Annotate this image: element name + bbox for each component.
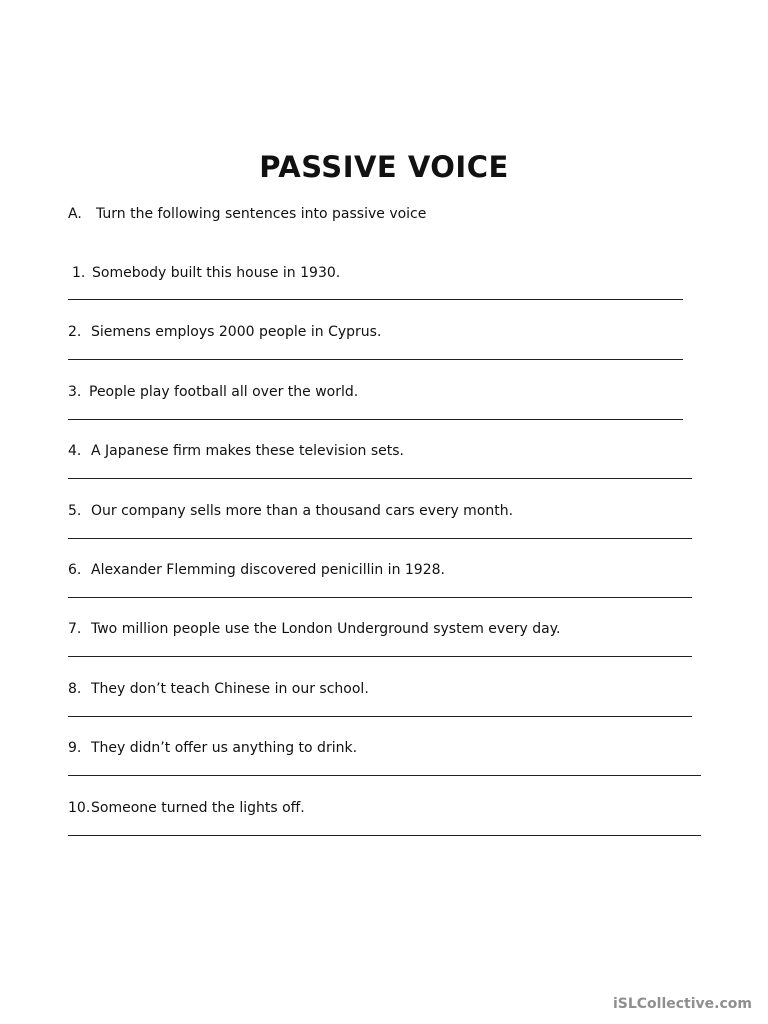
question-number: 4.	[68, 443, 82, 459]
question-text: Alexander Flemming discovered penicillin in 1928.	[91, 562, 445, 578]
question-number: 3.	[68, 384, 82, 400]
question-1	[72, 265, 340, 281]
question-9	[68, 740, 357, 756]
answer-line-4[interactable]	[68, 478, 692, 479]
question-4	[68, 443, 404, 459]
question-number: 2.	[68, 324, 82, 340]
question-text: Someone turned the lights off.	[91, 800, 305, 816]
question-number: 10.	[68, 800, 91, 816]
question-10	[68, 800, 305, 816]
section-marker: A.	[68, 206, 82, 222]
question-text: People play football all over the world.	[89, 384, 359, 400]
question-5	[68, 503, 513, 519]
answer-line-3[interactable]	[68, 419, 683, 420]
question-text: A Japanese firm makes these television sets.	[91, 443, 404, 459]
answer-line-6[interactable]	[68, 597, 692, 598]
answer-line-9[interactable]	[68, 775, 701, 776]
question-7	[68, 621, 561, 637]
answer-line-8[interactable]	[68, 716, 692, 717]
question-2	[68, 324, 381, 340]
question-number: 7.	[68, 621, 82, 637]
section-instruction	[68, 206, 426, 222]
answer-line-1[interactable]	[68, 299, 683, 300]
question-text: They don’t teach Chinese in our school.	[91, 681, 369, 697]
question-number: 6.	[68, 562, 82, 578]
question-text: Two million people use the London Underground system every day.	[91, 621, 561, 637]
watermark-text: iSLCollective.com	[612, 996, 752, 1012]
question-text: Siemens employs 2000 people in Cyprus.	[91, 324, 382, 340]
question-number: 8.	[68, 681, 82, 697]
answer-line-10[interactable]	[68, 835, 701, 836]
question-number: 9.	[68, 740, 82, 756]
question-number: 1.	[72, 265, 86, 281]
answer-line-5[interactable]	[68, 538, 692, 539]
question-8	[68, 681, 369, 697]
page-title: PASSIVE VOICE	[259, 150, 509, 184]
question-text: Our company sells more than a thousand cars every month.	[91, 503, 514, 519]
question-6	[68, 562, 445, 578]
question-text: They didn’t offer us anything to drink.	[91, 740, 358, 756]
question-text: Somebody built this house in 1930.	[92, 265, 341, 281]
question-number: 5.	[68, 503, 82, 519]
answer-line-2[interactable]	[68, 359, 683, 360]
answer-line-7[interactable]	[68, 656, 692, 657]
question-3	[68, 384, 358, 400]
section-instruction-text: Turn the following sentences into passive voice	[96, 206, 427, 222]
